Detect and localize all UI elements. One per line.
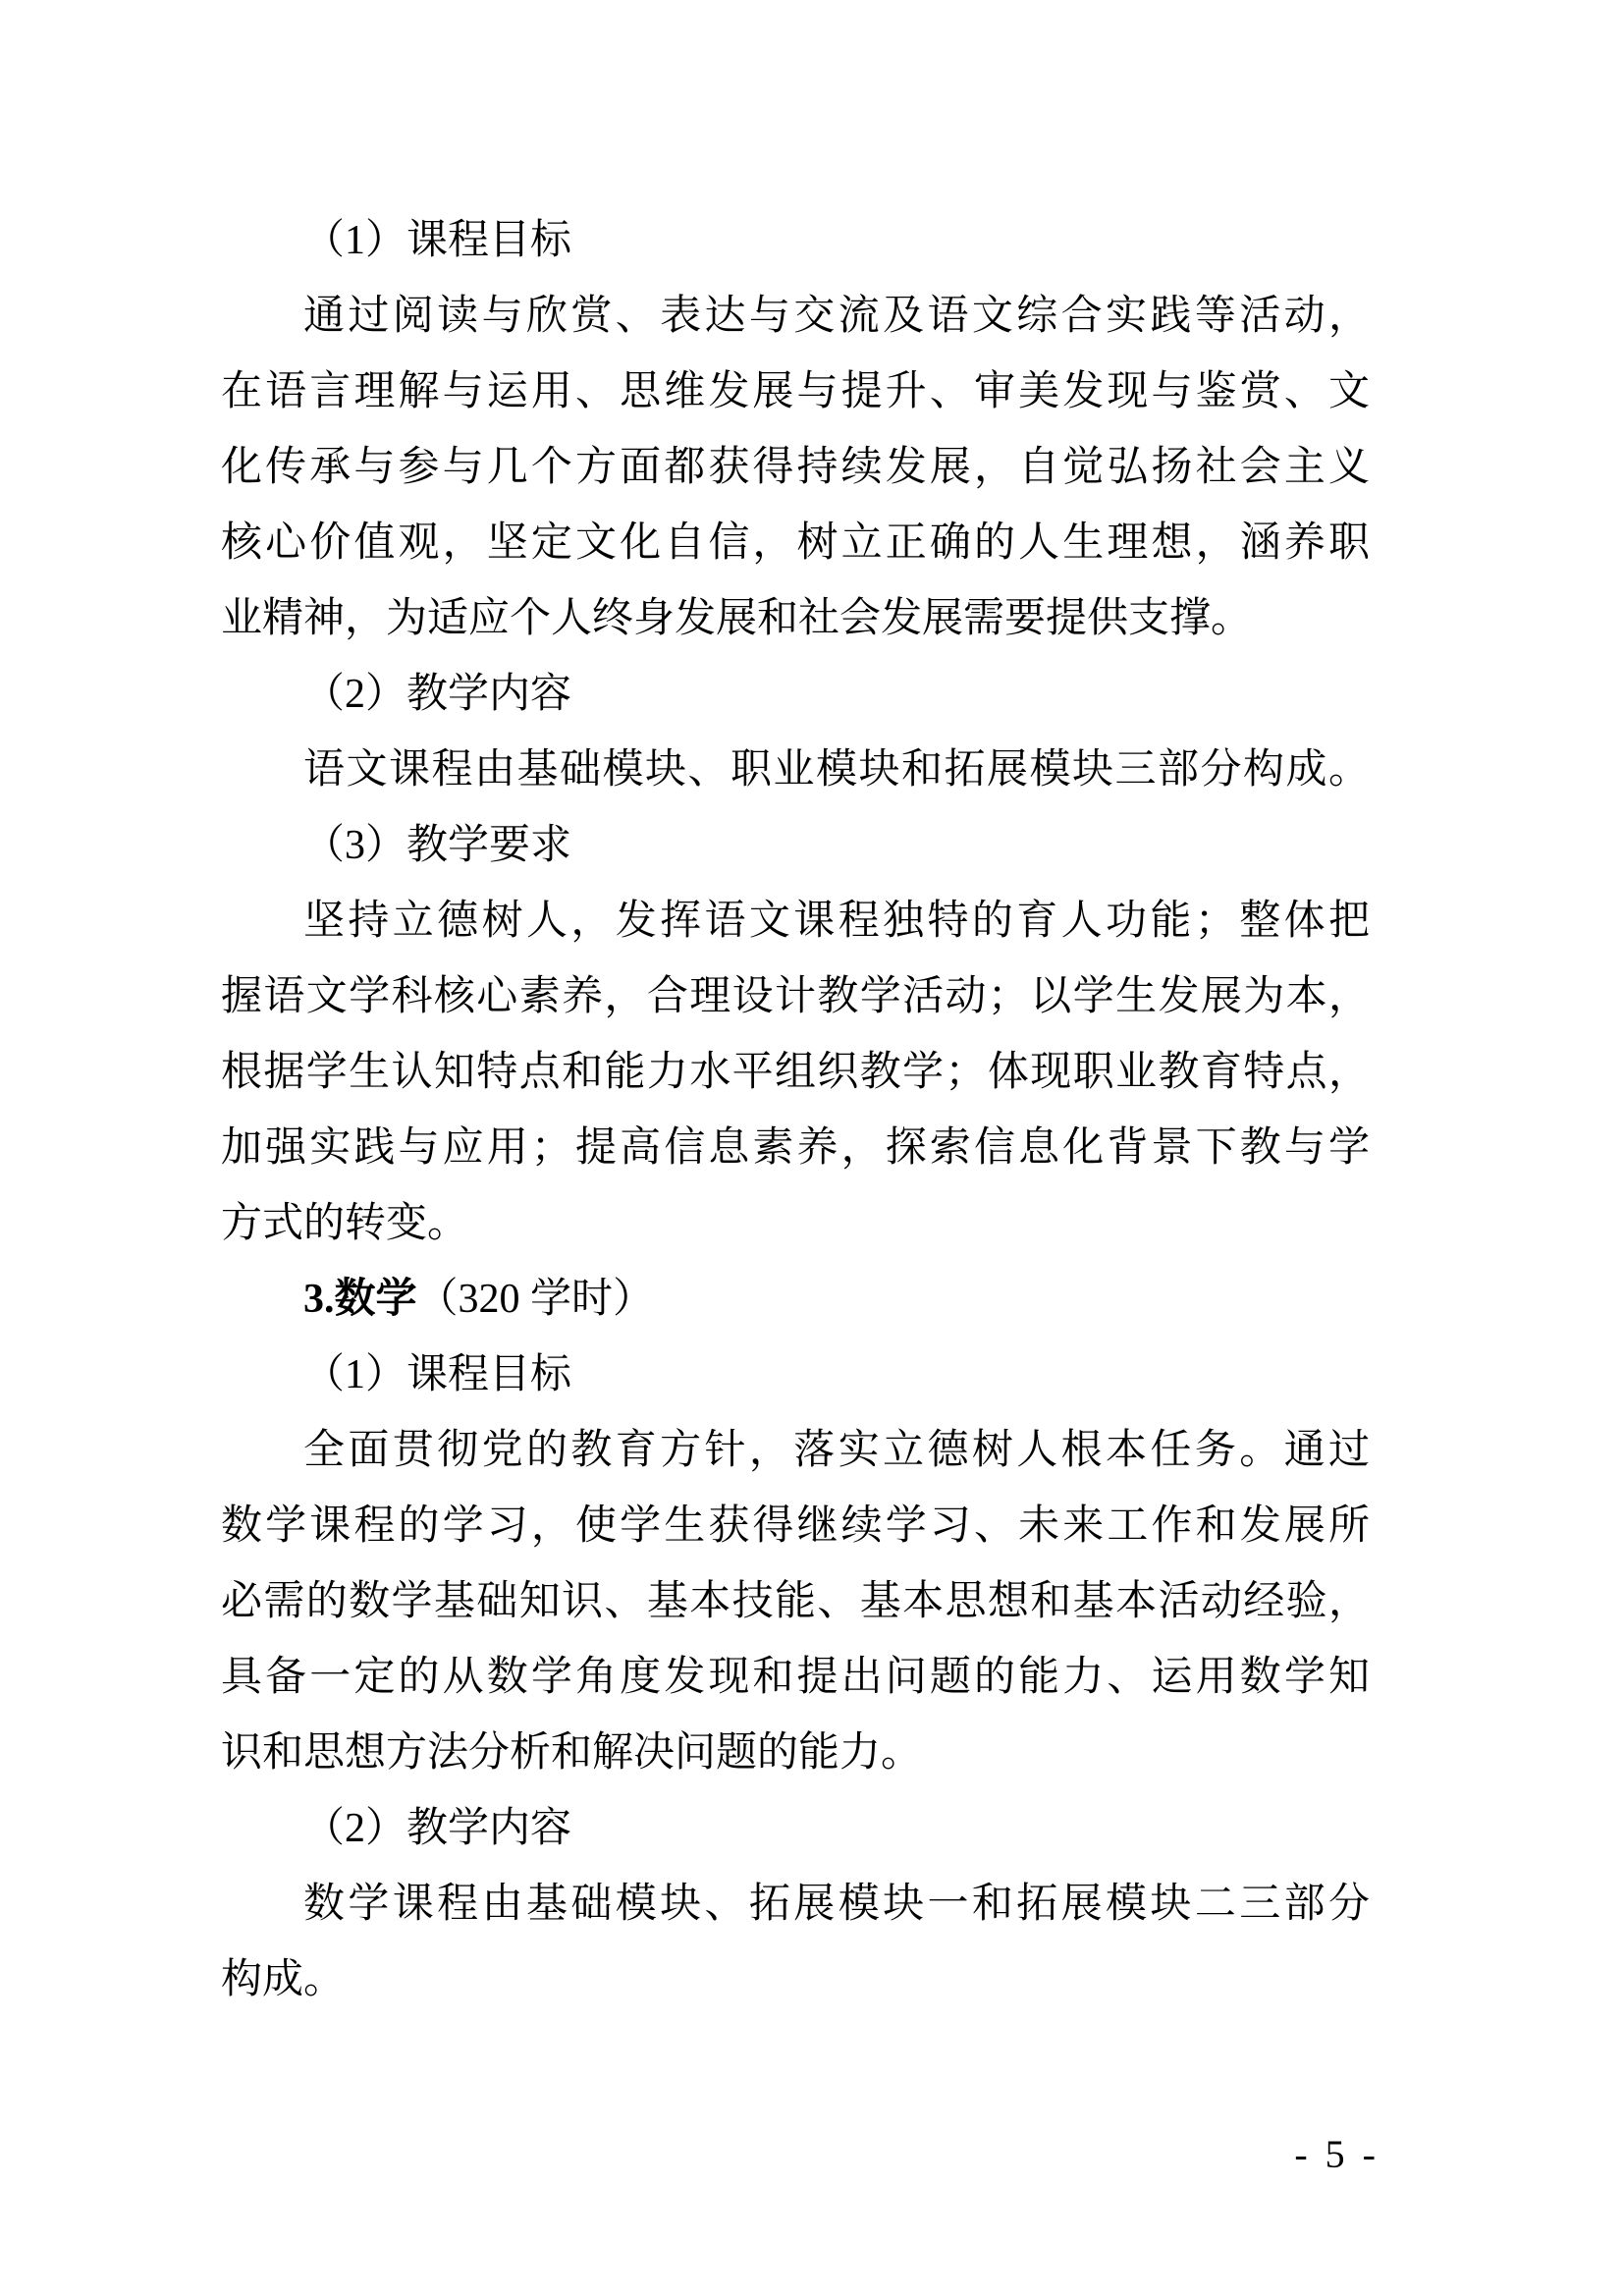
text-line: [221, 355, 1370, 430]
text-line: [221, 1111, 1370, 1186]
body-text: 坚持立德树人，发挥语文课程独特的育人功能；整体把: [303, 899, 1370, 944]
body-text: 语文课程由基础模块、职业模块和拓展模块三部分构成。: [303, 747, 1370, 793]
document-body: [221, 203, 1370, 2018]
body-text: 根据学生认知特点和能力水平组织教学；体现职业教育特点，: [221, 1050, 1370, 1095]
text-line: [221, 884, 1370, 959]
body-text: 业精神，为适应个人终身发展和社会发展需要提供支撑。: [221, 596, 1253, 641]
text-line: [221, 1716, 1370, 1791]
text-line: [221, 203, 1370, 279]
text-line: [221, 1867, 1370, 1942]
body-text: 数学课程由基础模块、拓展模块一和拓展模块二三部分: [303, 1882, 1370, 1927]
text-line: [221, 1564, 1370, 1640]
body-text: 数学课程的学习，使学生获得继续学习、未来工作和发展所: [221, 1503, 1370, 1549]
body-text: 构成。: [221, 1957, 346, 2002]
text-line: [221, 1262, 1370, 1338]
text-line: [221, 657, 1370, 733]
body-text: 握语文学科核心素养，合理设计教学活动；以学生发展为本，: [221, 974, 1370, 1019]
body-text: （1）课程目标: [303, 218, 572, 263]
body-text: 加强实践与应用；提高信息素养，探索信息化背景下教与学: [221, 1125, 1370, 1171]
text-line: [221, 581, 1370, 657]
body-text: （2）教学内容: [303, 1806, 572, 1851]
page-footer: [1294, 2133, 1380, 2176]
page-number: - 5 -: [1294, 2132, 1380, 2176]
text-line: [221, 1640, 1370, 1716]
body-text: 识和思想方法分析和解决问题的能力。: [221, 1730, 923, 1776]
text-line: [221, 1489, 1370, 1564]
text-line: [221, 1413, 1370, 1489]
text-line: [221, 808, 1370, 884]
body-text: 通过阅读与欣赏、表达与交流及语文综合实践等活动，: [303, 294, 1370, 339]
text-line: [221, 1338, 1370, 1413]
body-text: 必需的数学基础知识、基本技能、基本思想和基本活动经验，: [221, 1579, 1370, 1624]
text-line: [221, 1186, 1370, 1262]
text-line: [221, 430, 1370, 506]
text-line: [221, 733, 1370, 808]
text-line: [221, 959, 1370, 1035]
text-line: [221, 506, 1370, 581]
body-text: 全面贯彻党的教育方针，落实立德树人根本任务。通过: [303, 1428, 1370, 1473]
body-text: 方式的转变。: [221, 1201, 469, 1246]
body-text: （3）教学要求: [303, 823, 572, 868]
body-text: （2）教学内容: [303, 672, 572, 717]
body-text: 在语言理解与运用、思维发展与提升、审美发现与鉴赏、文: [221, 369, 1370, 414]
heading-text: 3.数学: [303, 1277, 417, 1322]
body-text: 具备一定的从数学角度发现和提出问题的能力、运用数学知: [221, 1655, 1370, 1700]
text-line: [221, 1942, 1370, 2018]
body-text: （320 学时）: [416, 1277, 655, 1322]
text-line: [221, 1791, 1370, 1867]
text-line: [221, 279, 1370, 355]
body-text: 核心价值观，坚定文化自信，树立正确的人生理想，涵养职: [221, 520, 1370, 566]
body-text: 化传承与参与几个方面都获得持续发展，自觉弘扬社会主义: [221, 445, 1370, 490]
text-line: [221, 1035, 1370, 1111]
body-text: （1）课程目标: [303, 1352, 572, 1397]
